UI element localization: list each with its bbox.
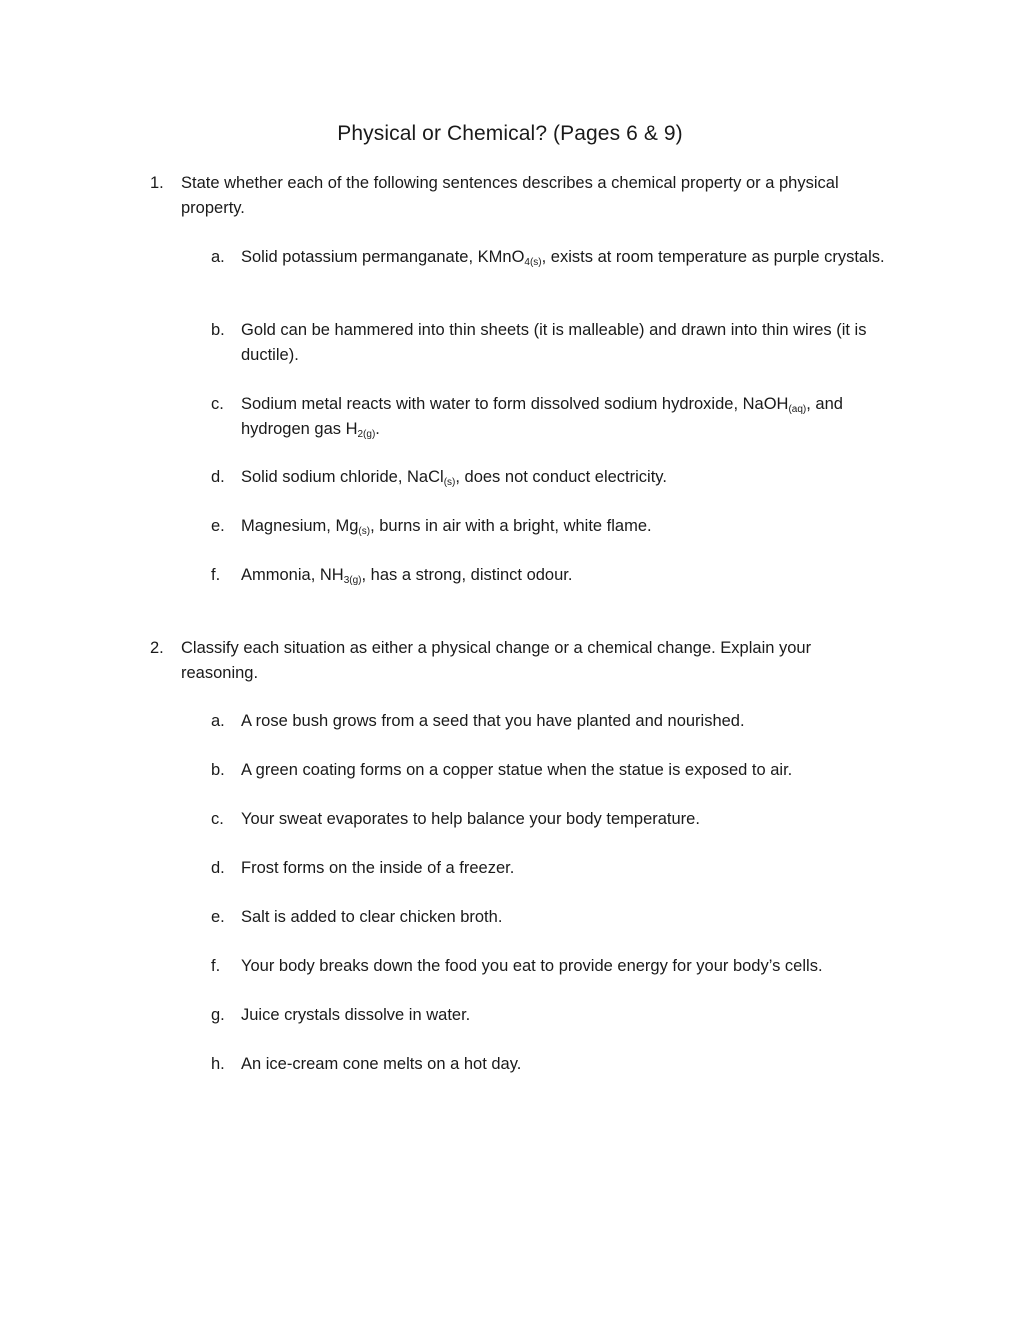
item-letter: d. — [211, 859, 225, 877]
question-2-number: 2. — [150, 639, 164, 657]
item-text: Solid sodium chloride, NaCl$_{(s)}$, does not conduct electricity. — [241, 468, 667, 488]
question-2-text: Classify each situation as either a physical change or a chemical change. Explain your reasoning. — [181, 639, 812, 682]
item-letter: f. — [211, 957, 221, 975]
item-text: Gold can be hammered into thin sheets (it is malleable) and drawn into thin wires (it is ductile). — [241, 321, 867, 364]
item-text: A rose bush grows from a seed that you have planted and nourished. — [241, 712, 745, 730]
item-text: Sodium metal reacts with water to form dissolved sodium hydroxide, NaOH$_{(aq)}$, and hydrogen gas $H_{2(g)}$. — [241, 395, 843, 440]
item-text: Solid potassium permanganate, KMnO$_{4(s)}$, exists at room temperature as purple crystals. — [241, 248, 885, 268]
item-letter: h. — [211, 1055, 225, 1073]
item-letter: e. — [211, 517, 225, 535]
item-text: Juice crystals dissolve in water. — [241, 1006, 471, 1024]
item-text: Your sweat evaporates to help balance your body temperature. — [241, 810, 700, 828]
page-title: Physical or Chemical? (Pages 6 & 9) — [337, 122, 683, 145]
item-letter: e. — [211, 908, 225, 926]
item-text: An ice-cream cone melts on a hot day. — [241, 1055, 522, 1073]
item-text: A green coating forms on a copper statue when the statue is exposed to air. — [241, 761, 793, 779]
item-letter: b. — [211, 321, 225, 339]
item-text: Ammonia, $NH_{3(g)}$, has a strong, distinct odour. — [241, 566, 573, 586]
item-letter: c. — [211, 395, 224, 413]
item-text: Your body breaks down the food you eat to provide energy for your body’s cells. — [241, 957, 823, 975]
item-letter: a. — [211, 248, 225, 266]
item-letter: c. — [211, 810, 224, 828]
item-text: Frost forms on the inside of a freezer. — [241, 859, 515, 877]
question-1-number: 1. — [150, 174, 164, 192]
item-text: Magnesium, $Mg_{(s)}$, burns in air with a bright, white flame. — [241, 517, 652, 537]
item-letter: a. — [211, 712, 225, 730]
item-text: Salt is added to clear chicken broth. — [241, 908, 503, 926]
question-1-text: State whether each of the following sentences describes a chemical property or a physical property. — [181, 174, 839, 217]
item-letter: b. — [211, 761, 225, 779]
item-letter: g. — [211, 1006, 225, 1024]
item-letter: d. — [211, 468, 225, 486]
item-letter: f. — [211, 566, 221, 584]
